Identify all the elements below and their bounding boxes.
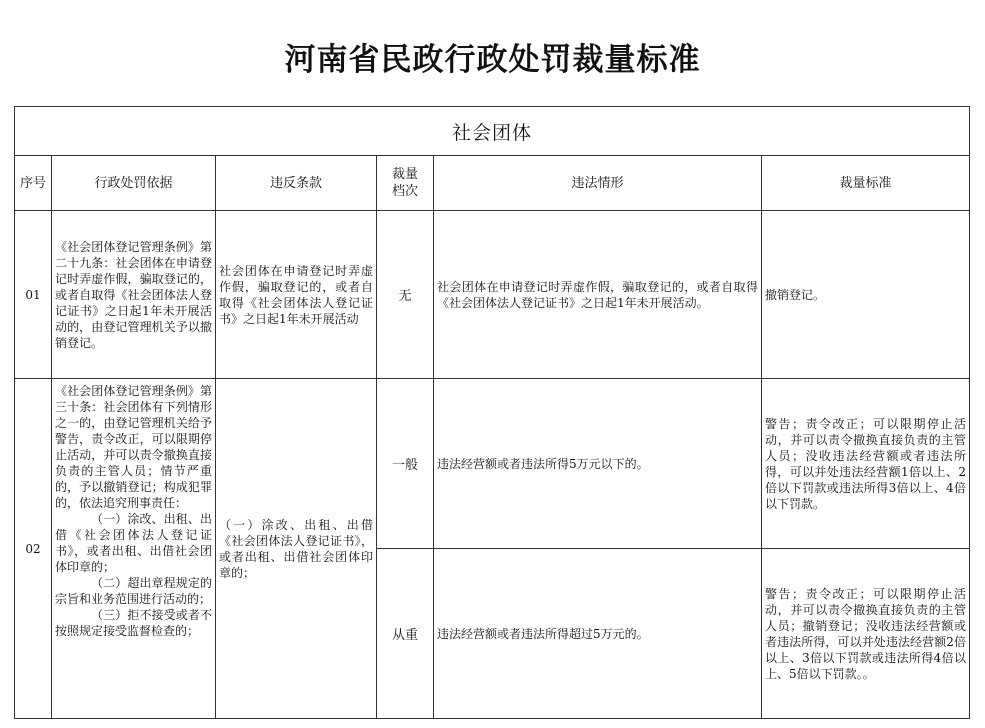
page-title: 河南省民政行政处罚裁量标准 <box>284 42 701 78</box>
header-situation: 违法情形 <box>434 156 762 211</box>
header-level-line1: 裁量 <box>391 167 418 182</box>
header-clause: 违反条款 <box>216 156 377 211</box>
header-row <box>15 156 970 211</box>
row-situation: 违法经营额或者违法所得超过5万元的。 <box>434 549 762 719</box>
row-basis <box>52 379 216 719</box>
basis-item-3: （三）拒不接受或者不按照规定接受监督检查的； <box>55 608 212 638</box>
row-standard: 警告；责令改正；可以限期停止活动，并可以责令撤换直接负责的主管人员；撤销登记；没收违法经营额或者违法所得，可以并处违法经营额2倍以上、3倍以下罚款或违法所得4倍以上、5倍以下罚款。。 <box>762 549 970 719</box>
row-standard: 撤销登记。 <box>762 211 970 379</box>
basis-main: 《社会团体登记管理条例》第三十条：社会团体有下列情形之一的，由登记管理机关给予警告，责令改正，可以限期停止活动，并可以责令撤换直接负责的主管人员；情节严重的，予以撤销登记；构成犯罪的，依法追究刑事责任： <box>55 384 212 510</box>
row-seq: 01 <box>15 211 52 379</box>
row-level: 无 <box>377 211 434 379</box>
table-row <box>15 211 970 379</box>
row-clause: （一）涂改、出租、出借《社会团体法人登记证书》，或者出租、出借社会团体印章的； <box>216 379 377 719</box>
row-situation: 社会团体在申请登记时弄虚作假，骗取登记的，或者自取得《社会团体法人登记证书》之日起1年未开展活动。 <box>434 211 762 379</box>
row-situation: 违法经营额或者违法所得5万元以下的。 <box>434 379 762 549</box>
row-standard: 警告；责令改正；可以限期停止活动，并可以责令撤换直接负责的主管人员；没收违法经营额或者违法所得，可以并处违法经营额1倍以上、2倍以下罚款或违法所得3倍以上、4倍以下罚款。 <box>762 379 970 549</box>
row-level: 一般 <box>377 379 434 549</box>
basis-item-1: （一）涂改、出租、出借《社会团体法人登记证书》，或者出租、出借社会团体印章的； <box>55 512 212 574</box>
row-level: 从重 <box>377 549 434 719</box>
header-standard: 裁量标准 <box>762 156 970 211</box>
row-seq: 02 <box>15 379 52 719</box>
header-level <box>377 156 434 211</box>
table-row <box>15 379 970 549</box>
header-level-line2: 档次 <box>391 184 418 199</box>
header-seq: 序号 <box>15 156 52 211</box>
penalty-table <box>14 106 970 719</box>
basis-item-2: （二）超出章程规定的宗旨和业务范围进行活动的； <box>55 576 212 606</box>
group-title: 社会团体 <box>15 107 970 156</box>
header-basis: 行政处罚依据 <box>52 156 216 211</box>
row-basis: 《社会团体登记管理条例》第二十九条：社会团体在申请登记时弄虚作假，骗取登记的，或者自取得《社会团体法人登记证书》之日起1年未开展活动的，由登记管理机关予以撤销登记。 <box>52 211 216 379</box>
row-clause: 社会团体在申请登记时弄虚作假，骗取登记的，或者自取得《社会团体法人登记证书》之日起1年未开展活动 <box>216 211 377 379</box>
